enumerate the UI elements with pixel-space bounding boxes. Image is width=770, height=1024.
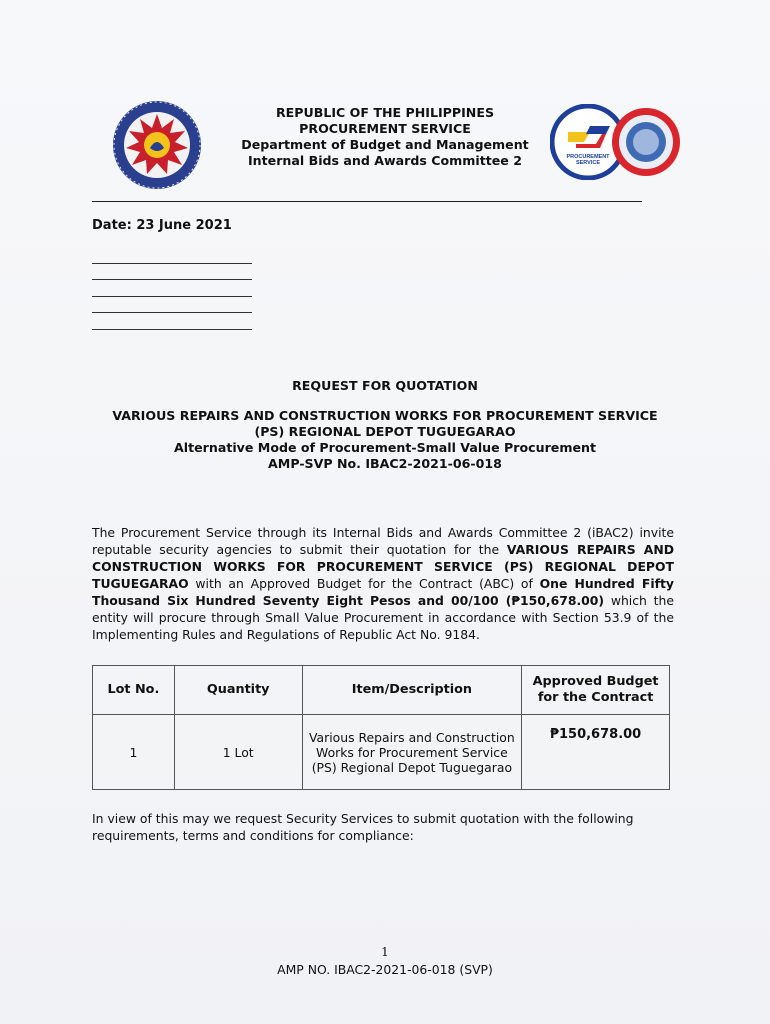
cell-item-description: Various Repairs and Construction Works for Procurement Service (PS) Regional Depot Tuguegarao [302, 715, 522, 790]
addressee-blank-line [92, 296, 252, 297]
paragraph-text-1: The Procurement Service through its Internal Bids and Awards Committee 2 (iBAC2) invite reputable security agencies to submit their quotation for the [92, 525, 674, 557]
abc-amount-bold: One Hundred Fifty Thousand Six Hundred Seventy Eight Pesos and 00/100 (₱150,678.00) [92, 576, 674, 608]
project-title-line-1: VARIOUS REPAIRS AND CONSTRUCTION WORKS FOR PROCUREMENT SERVICE [112, 408, 658, 423]
header-item-description: Item/Description [302, 666, 522, 715]
svg-text:SERVICE: SERVICE [575, 160, 601, 166]
dbm-seal-logo [112, 100, 202, 190]
paragraph-text-2: with an Approved Budget for the Contract (ABC) of [188, 576, 540, 591]
cell-approved-budget: ₱150,678.00 [522, 715, 670, 790]
svg-text:PROCUREMENT: PROCUREMENT [566, 154, 610, 160]
table-row [93, 715, 670, 790]
lot-table [92, 665, 670, 790]
letterhead-line-2: PROCUREMENT SERVICE [299, 121, 471, 136]
closing-paragraph: In view of this may we request Security Services to submit quotation with the following requirements, terms and conditions for compliance: [92, 811, 634, 843]
header-lot-no: Lot No. [93, 666, 175, 715]
rfq-heading: REQUEST FOR QUOTATION [292, 378, 478, 393]
procurement-mode: Alternative Mode of Procurement-Small Value Procurement [174, 440, 596, 455]
cell-lot-no: 1 [93, 715, 175, 790]
document-title-block [80, 378, 690, 472]
letterhead-line-1: REPUBLIC OF THE PHILIPPINES [275, 105, 495, 120]
table-header-row [93, 666, 670, 715]
reference-number: AMP-SVP No. IBAC2-2021-06-018 [268, 456, 502, 471]
header-divider [92, 201, 642, 202]
project-title-line-2: (PS) REGIONAL DEPOT TUGUEGARAO [254, 424, 516, 439]
addressee-blank-line [92, 279, 252, 280]
addressee-blank-line [92, 312, 252, 313]
document-date: Date: 23 June 2021 [92, 218, 232, 233]
paragraph-text-3: which the entity will procure through Small Value Procurement in accordance with Section 53.9 of the Implementing Rules and Regulations of Republic Act No. 9184. [92, 593, 674, 642]
footer-reference: AMP NO. IBAC2-2021-06-018 (SVP) [277, 962, 493, 977]
header-quantity: Quantity [174, 666, 302, 715]
addressee-blank-line [92, 329, 252, 330]
letterhead [220, 105, 550, 169]
procurement-service-logo [550, 104, 682, 180]
letterhead-line-4: Internal Bids and Awards Committee 2 [248, 153, 522, 168]
letterhead-line-3: Department of Budget and Management [241, 137, 529, 152]
invitation-paragraph [92, 524, 674, 643]
project-name-bold: VARIOUS REPAIRS AND CONSTRUCTION WORKS FOR PROCUREMENT SERVICE (PS) REGIONAL DEPOT TUGUEGARAO [92, 542, 674, 591]
addressee-blank-line [92, 263, 252, 264]
cell-quantity: 1 Lot [174, 715, 302, 790]
header-approved-budget: Approved Budget for the Contract [522, 666, 670, 715]
page-number: 1 [381, 945, 389, 959]
